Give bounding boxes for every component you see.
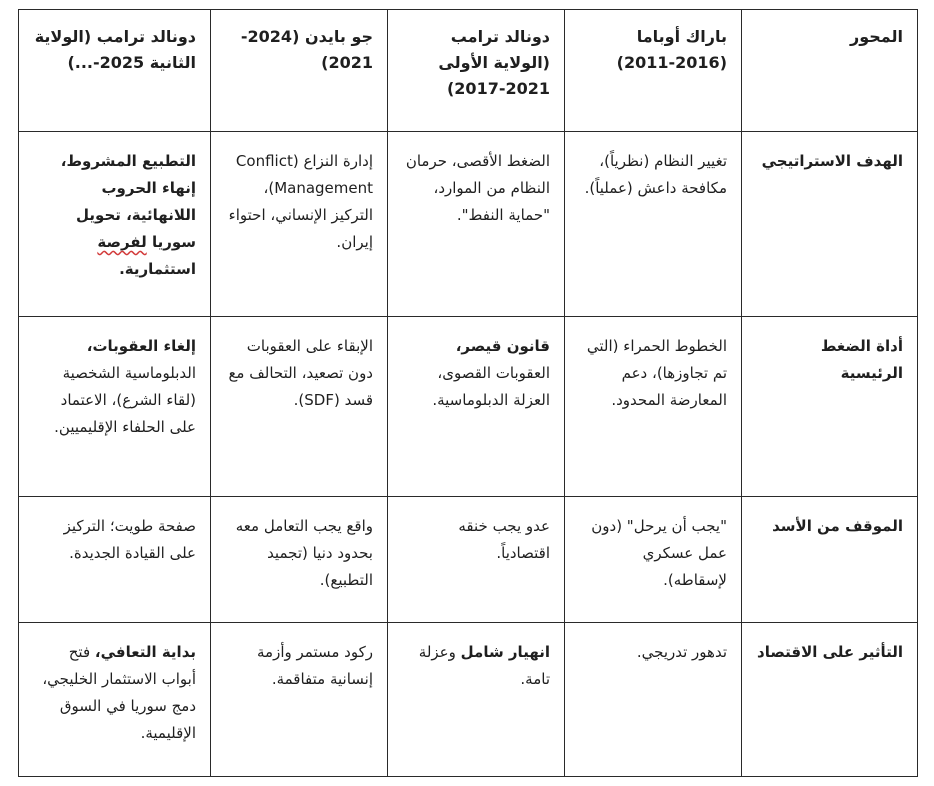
cell-biden-line-1: إدارة النزاع (Conflict [235,152,373,170]
cell-trump-second [19,317,211,497]
cell-rest: وعزلة تامة. [418,643,550,688]
cell-biden-line-2: Management)، التركيز الإنساني، احتواء إيران. [228,179,373,251]
cell-trump-second [19,623,211,777]
cell-bold-lead: قانون قيصر، [455,337,550,355]
cell-trump-second: صفحة طويت؛ التركيز على القيادة الجديدة. [19,497,211,623]
cell-rest: فتح أبواب الاستثمار الخليجي، دمج سوريا في السوق الإقليمية. [42,643,196,742]
spellcheck-underlined-word: لفرصة [97,233,147,251]
table-row [19,132,918,317]
cell-trump-first [388,317,565,497]
cell-obama: الخطوط الحمراء (التي تم تجاوزها)، دعم المعارضة المحدود. [565,317,742,497]
cell-bold-lead: انهيار شامل [460,643,550,661]
cell-trump-second-bold-2: استثمارية. [119,260,196,278]
cell-obama: تغيير النظام (نظرياً)، مكافحة داعش (عملياً). [565,132,742,317]
table-row [19,317,918,497]
cell-trump-second [19,132,211,317]
header-trump-first: دونالد ترامب (الولاية الأولى 2021-2017) [388,10,565,132]
cell-obama: تدهور تدريجي. [565,623,742,777]
cell-bold-lead: بداية التعافي، [94,643,196,661]
cell-biden: واقع يجب التعامل معه بحدود دنيا (تجميد التطبيع). [211,497,388,623]
cell-trump-first [388,623,565,777]
header-axis: المحور [742,10,918,132]
row-axis: الموقف من الأسد [742,497,918,623]
cell-bold-lead: إلغاء العقوبات، [86,337,196,355]
cell-biden [211,132,388,317]
cell-biden: ركود مستمر وأزمة إنسانية متفاقمة. [211,623,388,777]
table-row [19,497,918,623]
row-axis: الهدف الاستراتيجي [742,132,918,317]
cell-trump-first: الضغط الأقصى، حرمان النظام من الموارد، "حماية النفط". [388,132,565,317]
cell-rest: الدبلوماسية الشخصية (لقاء الشرع)، الاعتماد على الحلفاء الإقليميين. [54,364,196,436]
comparison-table [18,9,918,777]
table-row [19,623,918,777]
cell-obama: "يجب أن يرحل" (دون عمل عسكري لإسقاطه). [565,497,742,623]
cell-rest: العقوبات القصوى، العزلة الدبلوماسية. [432,364,550,409]
header-biden: جو بايدن (2024-2021) [211,10,388,132]
header-obama: باراك أوباما (2016-2011) [565,10,742,132]
cell-biden: الإبقاء على العقوبات دون تصعيد، التحالف مع قسد (SDF). [211,317,388,497]
row-axis: أداة الضغط الرئيسية [742,317,918,497]
cell-trump-first: عدو يجب خنقه اقتصادياً. [388,497,565,623]
header-row [19,10,918,132]
row-axis: التأثير على الاقتصاد [742,623,918,777]
cell-trump-second-bold-1: التطبيع المشروط، إنهاء الحروب اللانهائية، تحويل سوريا [60,152,196,251]
header-trump-second: دونالد ترامب (الولاية الثانية 2025-...) [19,10,211,132]
